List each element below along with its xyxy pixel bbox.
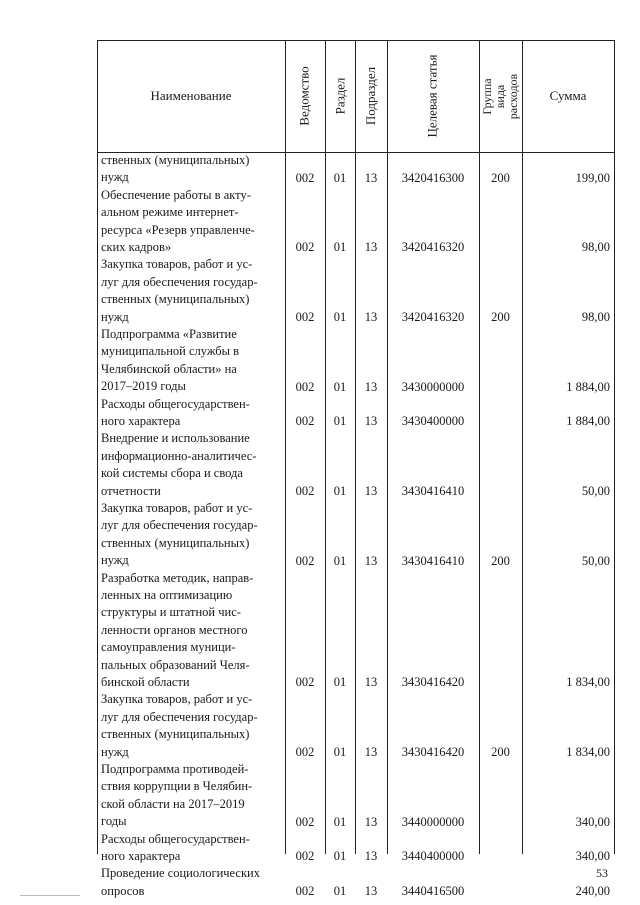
cell-podrazdel: 13 xyxy=(364,414,378,429)
description-line: Расходы общегосударствен- xyxy=(101,396,250,411)
description-line: ленности органов местного xyxy=(101,622,248,637)
row-description xyxy=(101,691,283,761)
cell-celevaya: 3440400000 xyxy=(401,849,465,864)
cell-vedomstvo: 002 xyxy=(295,483,315,498)
description-line: кой системы сбора и свода xyxy=(101,466,243,481)
description-line: Закупка товаров, работ и ус- xyxy=(101,692,253,707)
cell-razdel: 01 xyxy=(333,849,347,864)
page-number: 53 xyxy=(596,866,608,880)
description-line: Внедрение и использование xyxy=(101,431,250,446)
cell-summa: 199,00 xyxy=(575,170,610,185)
cell-gruppa: 200 xyxy=(491,170,510,185)
description-line: луг для обеспечения государ- xyxy=(101,274,258,289)
cell-podrazdel: 13 xyxy=(364,379,378,394)
row-description xyxy=(101,865,283,900)
cell-vedomstvo: 002 xyxy=(295,414,315,429)
description-line: годы xyxy=(101,814,127,829)
cell-razdel: 01 xyxy=(333,170,347,185)
cell-vedomstvo: 002 xyxy=(295,675,315,690)
table-row xyxy=(97,328,614,398)
description-line: ного характера xyxy=(101,413,181,428)
cell-celevaya: 3440416500 xyxy=(401,884,465,899)
table-row xyxy=(97,572,614,694)
description-line: нужд xyxy=(101,744,129,759)
cell-vedomstvo: 002 xyxy=(295,814,315,829)
scan-artifact-line xyxy=(20,895,80,896)
description-line: ственных (муниципальных) xyxy=(101,535,250,550)
cell-summa: 1 884,00 xyxy=(566,414,610,429)
description-line: Подпрограмма противодей- xyxy=(101,761,249,776)
description-line: ственных (муниципальных) xyxy=(101,292,250,307)
cell-gruppa: 200 xyxy=(491,744,510,759)
description-line: луг для обеспечения государ- xyxy=(101,709,258,724)
cell-podrazdel: 13 xyxy=(364,240,378,255)
description-line: пальных образований Челя- xyxy=(101,657,250,672)
table-row xyxy=(97,154,614,189)
cell-summa: 1 884,00 xyxy=(566,379,610,394)
cell-podrazdel: 13 xyxy=(364,675,378,690)
column-border xyxy=(614,40,615,854)
description-line: Закупка товаров, работ и ус- xyxy=(101,500,253,515)
table-row xyxy=(97,763,614,833)
cell-vedomstvo: 002 xyxy=(295,849,315,864)
cell-celevaya: 3420416320 xyxy=(401,309,465,324)
table-row xyxy=(97,398,614,433)
row-description xyxy=(101,831,283,866)
cell-summa: 240,00 xyxy=(575,884,610,899)
header-celevaya: Целевая статья xyxy=(424,54,440,138)
description-line: луг для обеспечения государ- xyxy=(101,518,258,533)
cell-summa: 1 834,00 xyxy=(566,744,610,759)
cell-razdel: 01 xyxy=(333,675,347,690)
cell-summa: 50,00 xyxy=(581,483,610,498)
description-line: Челябинской области» на xyxy=(101,361,237,376)
cell-summa: 98,00 xyxy=(581,309,610,324)
description-line: Расходы общегосударствен- xyxy=(101,831,250,846)
description-line: ного характера xyxy=(101,848,181,863)
cell-vedomstvo: 002 xyxy=(295,884,315,899)
header-podrazdel: Подраздел xyxy=(363,66,379,126)
row-description xyxy=(101,152,283,187)
description-line: Разработка методик, направ- xyxy=(101,570,254,585)
description-line: ской области на 2017–2019 xyxy=(101,796,245,811)
cell-celevaya: 3430416420 xyxy=(401,744,465,759)
table-row xyxy=(97,189,614,259)
cell-celevaya: 3430416420 xyxy=(401,675,465,690)
cell-podrazdel: 13 xyxy=(364,884,378,899)
cell-podrazdel: 13 xyxy=(364,483,378,498)
cell-celevaya: 3420416300 xyxy=(401,170,465,185)
description-line: 2017–2019 годы xyxy=(101,379,186,394)
description-line: ресурса «Резерв управленче- xyxy=(101,222,255,237)
cell-gruppa: 200 xyxy=(491,309,510,324)
description-line: ских кадров» xyxy=(101,239,172,254)
cell-vedomstvo: 002 xyxy=(295,240,315,255)
table-row xyxy=(97,867,614,902)
description-line: бинской области xyxy=(101,674,190,689)
description-line: информационно-аналитичес- xyxy=(101,448,257,463)
cell-razdel: 01 xyxy=(333,414,347,429)
description-line: Обеспечение работы в акту- xyxy=(101,187,251,202)
cell-podrazdel: 13 xyxy=(364,553,378,568)
row-description xyxy=(101,500,283,570)
cell-vedomstvo: 002 xyxy=(295,170,315,185)
table-row xyxy=(97,502,614,572)
header-name: Наименование xyxy=(150,88,232,103)
row-description xyxy=(101,256,283,326)
cell-summa: 340,00 xyxy=(575,849,610,864)
table-row xyxy=(97,432,614,502)
cell-podrazdel: 13 xyxy=(364,814,378,829)
description-line: Закупка товаров, работ и ус- xyxy=(101,257,253,272)
description-line: опросов xyxy=(101,883,145,898)
cell-summa: 1 834,00 xyxy=(566,675,610,690)
description-line: Подпрограмма «Развитие xyxy=(101,326,237,341)
description-line: ленных на оптимизацию xyxy=(101,587,233,602)
description-line: нужд xyxy=(101,553,129,568)
description-line: ственных (муниципальных) xyxy=(101,152,250,167)
row-description xyxy=(101,761,283,831)
cell-summa: 98,00 xyxy=(581,240,610,255)
cell-summa: 50,00 xyxy=(581,553,610,568)
description-line: ственных (муниципальных) xyxy=(101,727,250,742)
cell-vedomstvo: 002 xyxy=(295,553,315,568)
cell-celevaya: 3440000000 xyxy=(401,814,465,829)
cell-razdel: 01 xyxy=(333,553,347,568)
cell-podrazdel: 13 xyxy=(364,849,378,864)
cell-razdel: 01 xyxy=(333,884,347,899)
description-line: отчетности xyxy=(101,483,161,498)
table-row xyxy=(97,258,614,328)
cell-celevaya: 3430416410 xyxy=(401,553,465,568)
row-description xyxy=(101,396,283,431)
cell-razdel: 01 xyxy=(333,379,347,394)
header-gruppa: Группа вида расходов xyxy=(480,73,520,119)
cell-vedomstvo: 002 xyxy=(295,309,315,324)
table-row xyxy=(97,693,614,763)
cell-razdel: 01 xyxy=(333,240,347,255)
cell-razdel: 01 xyxy=(333,814,347,829)
description-line: Проведение социологических xyxy=(101,866,260,881)
cell-podrazdel: 13 xyxy=(364,309,378,324)
cell-summa: 340,00 xyxy=(575,814,610,829)
row-description xyxy=(101,187,283,257)
cell-podrazdel: 13 xyxy=(364,744,378,759)
description-line: муниципальной службы в xyxy=(101,344,240,359)
cell-celevaya: 3430416410 xyxy=(401,483,465,498)
cell-podrazdel: 13 xyxy=(364,170,378,185)
row-description xyxy=(101,430,283,500)
table-row xyxy=(97,833,614,868)
description-line: структуры и штатной чис- xyxy=(101,605,241,620)
description-line: нужд xyxy=(101,170,129,185)
description-line: альном режиме интернет- xyxy=(101,205,239,220)
cell-vedomstvo: 002 xyxy=(295,379,315,394)
row-description xyxy=(101,326,283,396)
header-vedomstvo: Ведомство xyxy=(297,66,312,126)
cell-celevaya: 3420416320 xyxy=(401,240,465,255)
cell-celevaya: 3430400000 xyxy=(401,414,465,429)
cell-razdel: 01 xyxy=(333,309,347,324)
description-line: нужд xyxy=(101,309,129,324)
header-razdel: Раздел xyxy=(332,77,347,115)
row-description xyxy=(101,570,283,692)
cell-razdel: 01 xyxy=(333,483,347,498)
description-line: ствия коррупции в Челябин- xyxy=(101,779,253,794)
description-line: самоуправления муници- xyxy=(101,640,236,655)
cell-celevaya: 3430000000 xyxy=(401,379,465,394)
cell-razdel: 01 xyxy=(333,744,347,759)
cell-vedomstvo: 002 xyxy=(295,744,315,759)
header-summa: Сумма xyxy=(549,88,587,103)
cell-gruppa: 200 xyxy=(491,553,510,568)
